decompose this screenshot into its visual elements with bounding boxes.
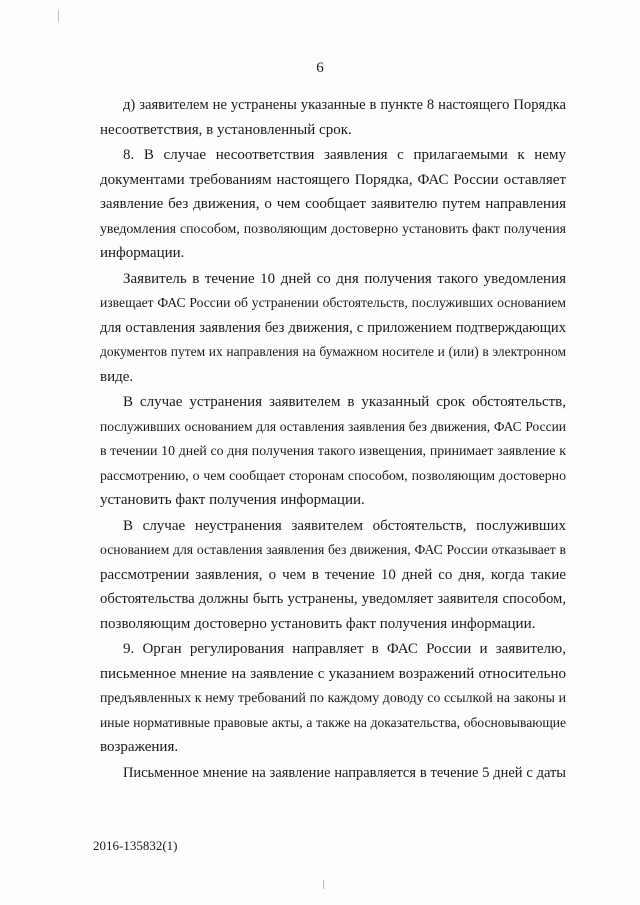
text-line: документов путем их направления на бумажном носителе и (или) в электронном [100,344,566,359]
text-line: иные нормативные правовые акты, а также на доказательства, обосновывающие [100,714,566,730]
text-line: послуживших основанием для оставления заявления без движения, ФАС России [100,418,566,434]
text-line: Письменное мнение на заявление направляется в течение 5 дней с даты [123,764,566,781]
scan-mark [323,880,324,889]
text-line: для оставления заявления без движения, с приложением подтверждающих [100,319,566,336]
text-line: уведомления способом, позволяющим достоверно установить факт получения [100,220,566,236]
text-line: предъявленных к нему требований по каждому доводу со ссылкой на законы и [100,690,566,705]
text-line: в течении 10 дней со дня получения такого извещения, принимает заявление к [100,443,566,458]
text-line: несоответствия, в установленный срок. [100,121,352,138]
document-code: 2016-135832(1) [93,838,178,853]
text-line: виде. [100,368,134,385]
document-body [100,93,566,785]
text-line: заявление без движения, о чем сообщает заявителю путем направления [100,196,566,212]
text-line: документами требованиям настоящего Порядка, ФАС России оставляет [100,171,566,188]
text-line: д) заявителем не устранены указанные в пункте 8 настоящего Порядка [123,97,566,113]
text-line: позволяющим достоверно установить факт получения информации. [100,615,536,632]
text-line: извещает ФАС России об устранении обстоятельств, послуживших основанием [100,295,566,310]
page-number: 6 [316,60,324,76]
text-line: рассмотрении заявления, о чем в течение 10 дней со дня, когда такие [100,566,566,583]
text-line: обстоятельства должны быть устранены, уведомляет заявителя способом, [100,591,566,607]
text-line: возражения. [100,739,179,755]
text-line: установить факт получения информации. [100,492,365,508]
scan-mark [58,10,59,22]
text-line: В случае устранения заявителем в указанный срок обстоятельств, [123,394,566,410]
text-line: основанием для оставления заявления без движения, ФАС России отказывает в [100,542,566,557]
text-line: рассмотрению, о чем сообщает сторонам способом, позволяющим достоверно [100,467,566,483]
text-line: информации. [100,245,185,261]
text-line: Заявитель в течение 10 дней со дня получения такого уведомления [123,270,566,287]
text-line: 9. Орган регулирования направляет в ФАС России и заявителю, [123,641,566,657]
text-line: письменное мнение на заявление с указанием возражений относительно [100,665,566,682]
text-line: В случае неустранения заявителем обстоятельств, послуживших [123,517,566,534]
text-line: 8. В случае несоответствия заявления с прилагаемыми к нему [123,147,566,163]
